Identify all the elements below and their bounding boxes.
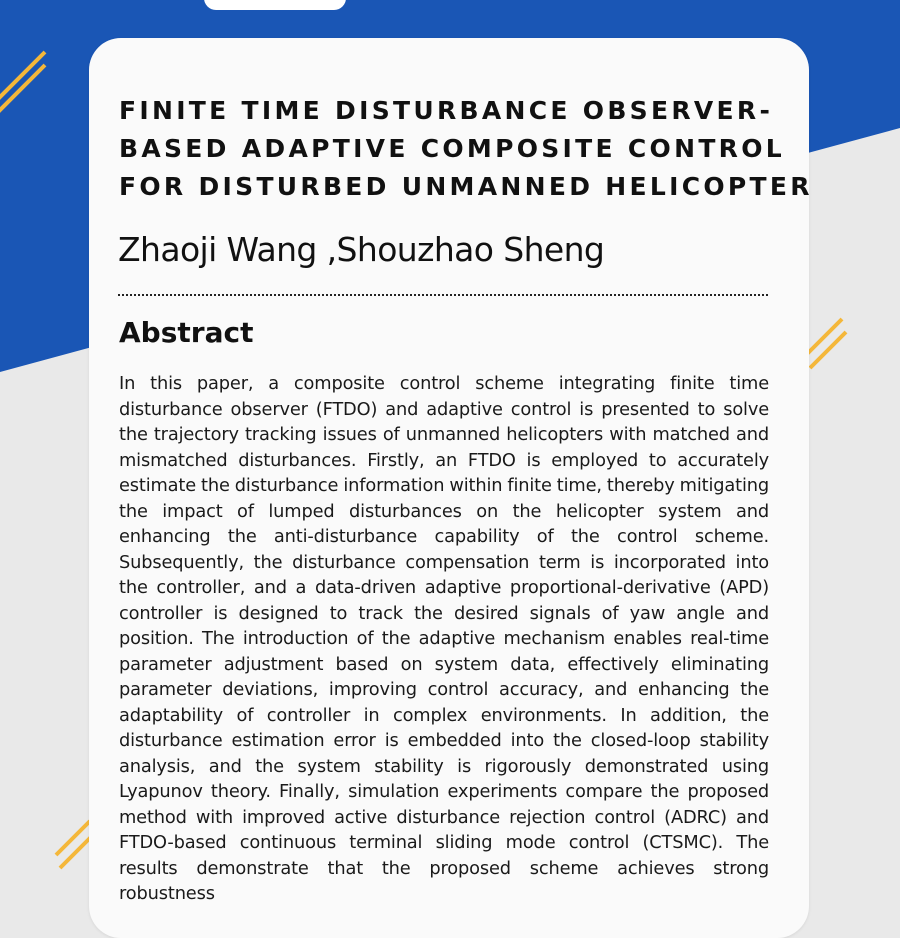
accent-stripes-right bbox=[800, 310, 860, 380]
top-tab bbox=[204, 0, 346, 10]
abstract-heading: Abstract bbox=[119, 316, 254, 349]
paper-title bbox=[119, 92, 813, 206]
dotted-divider bbox=[118, 294, 768, 296]
title-line: FINITE TIME DISTURBANCE OBSERVER- bbox=[119, 96, 774, 125]
paper-authors: Zhaoji Wang ,Shouzhao Sheng bbox=[118, 230, 605, 269]
accent-stripes-left-top bbox=[0, 40, 60, 120]
title-line: BASED ADAPTIVE COMPOSITE CONTROL bbox=[119, 134, 785, 163]
abstract-text: In this paper, a composite control scheme integrating finite time disturbance observer (FTDO) and adaptive control is presented to solve the trajectory tracking issues of unmanned helicopters with matched and mismatched disturbances. Firstly, an FTDO is employed to accurately estimate the disturbance information within finite time, thereby mitigating the impact of lumped disturbances on the helicopter system and enhancing the anti-disturbance capability of the control scheme. Subsequently, the disturbance compensation term is incorporated into the controller, and a data-driven adaptive proportional-derivative (APD) controller is designed to track the desired signals of yaw angle and position. The introduction of the adaptive mechanism enables real-time parameter adjustment based on system data, effectively eliminating parameter deviations, improving control accuracy, and enhancing the adaptability of controller in complex environments. In addition, the disturbance estimation error is embedded into the closed-loop stability analysis, and the system stability is rigorously demonstrated using Lyapunov theory. Finally, simulation experiments compare the proposed method with improved active disturbance rejection control (ADRC) and FTDO-based continuous terminal sliding mode control (CTSMC). The results demonstrate that the proposed scheme achieves strong robustness bbox=[119, 373, 769, 904]
title-line: FOR DISTURBED UNMANNED HELICOPTER bbox=[119, 172, 813, 201]
